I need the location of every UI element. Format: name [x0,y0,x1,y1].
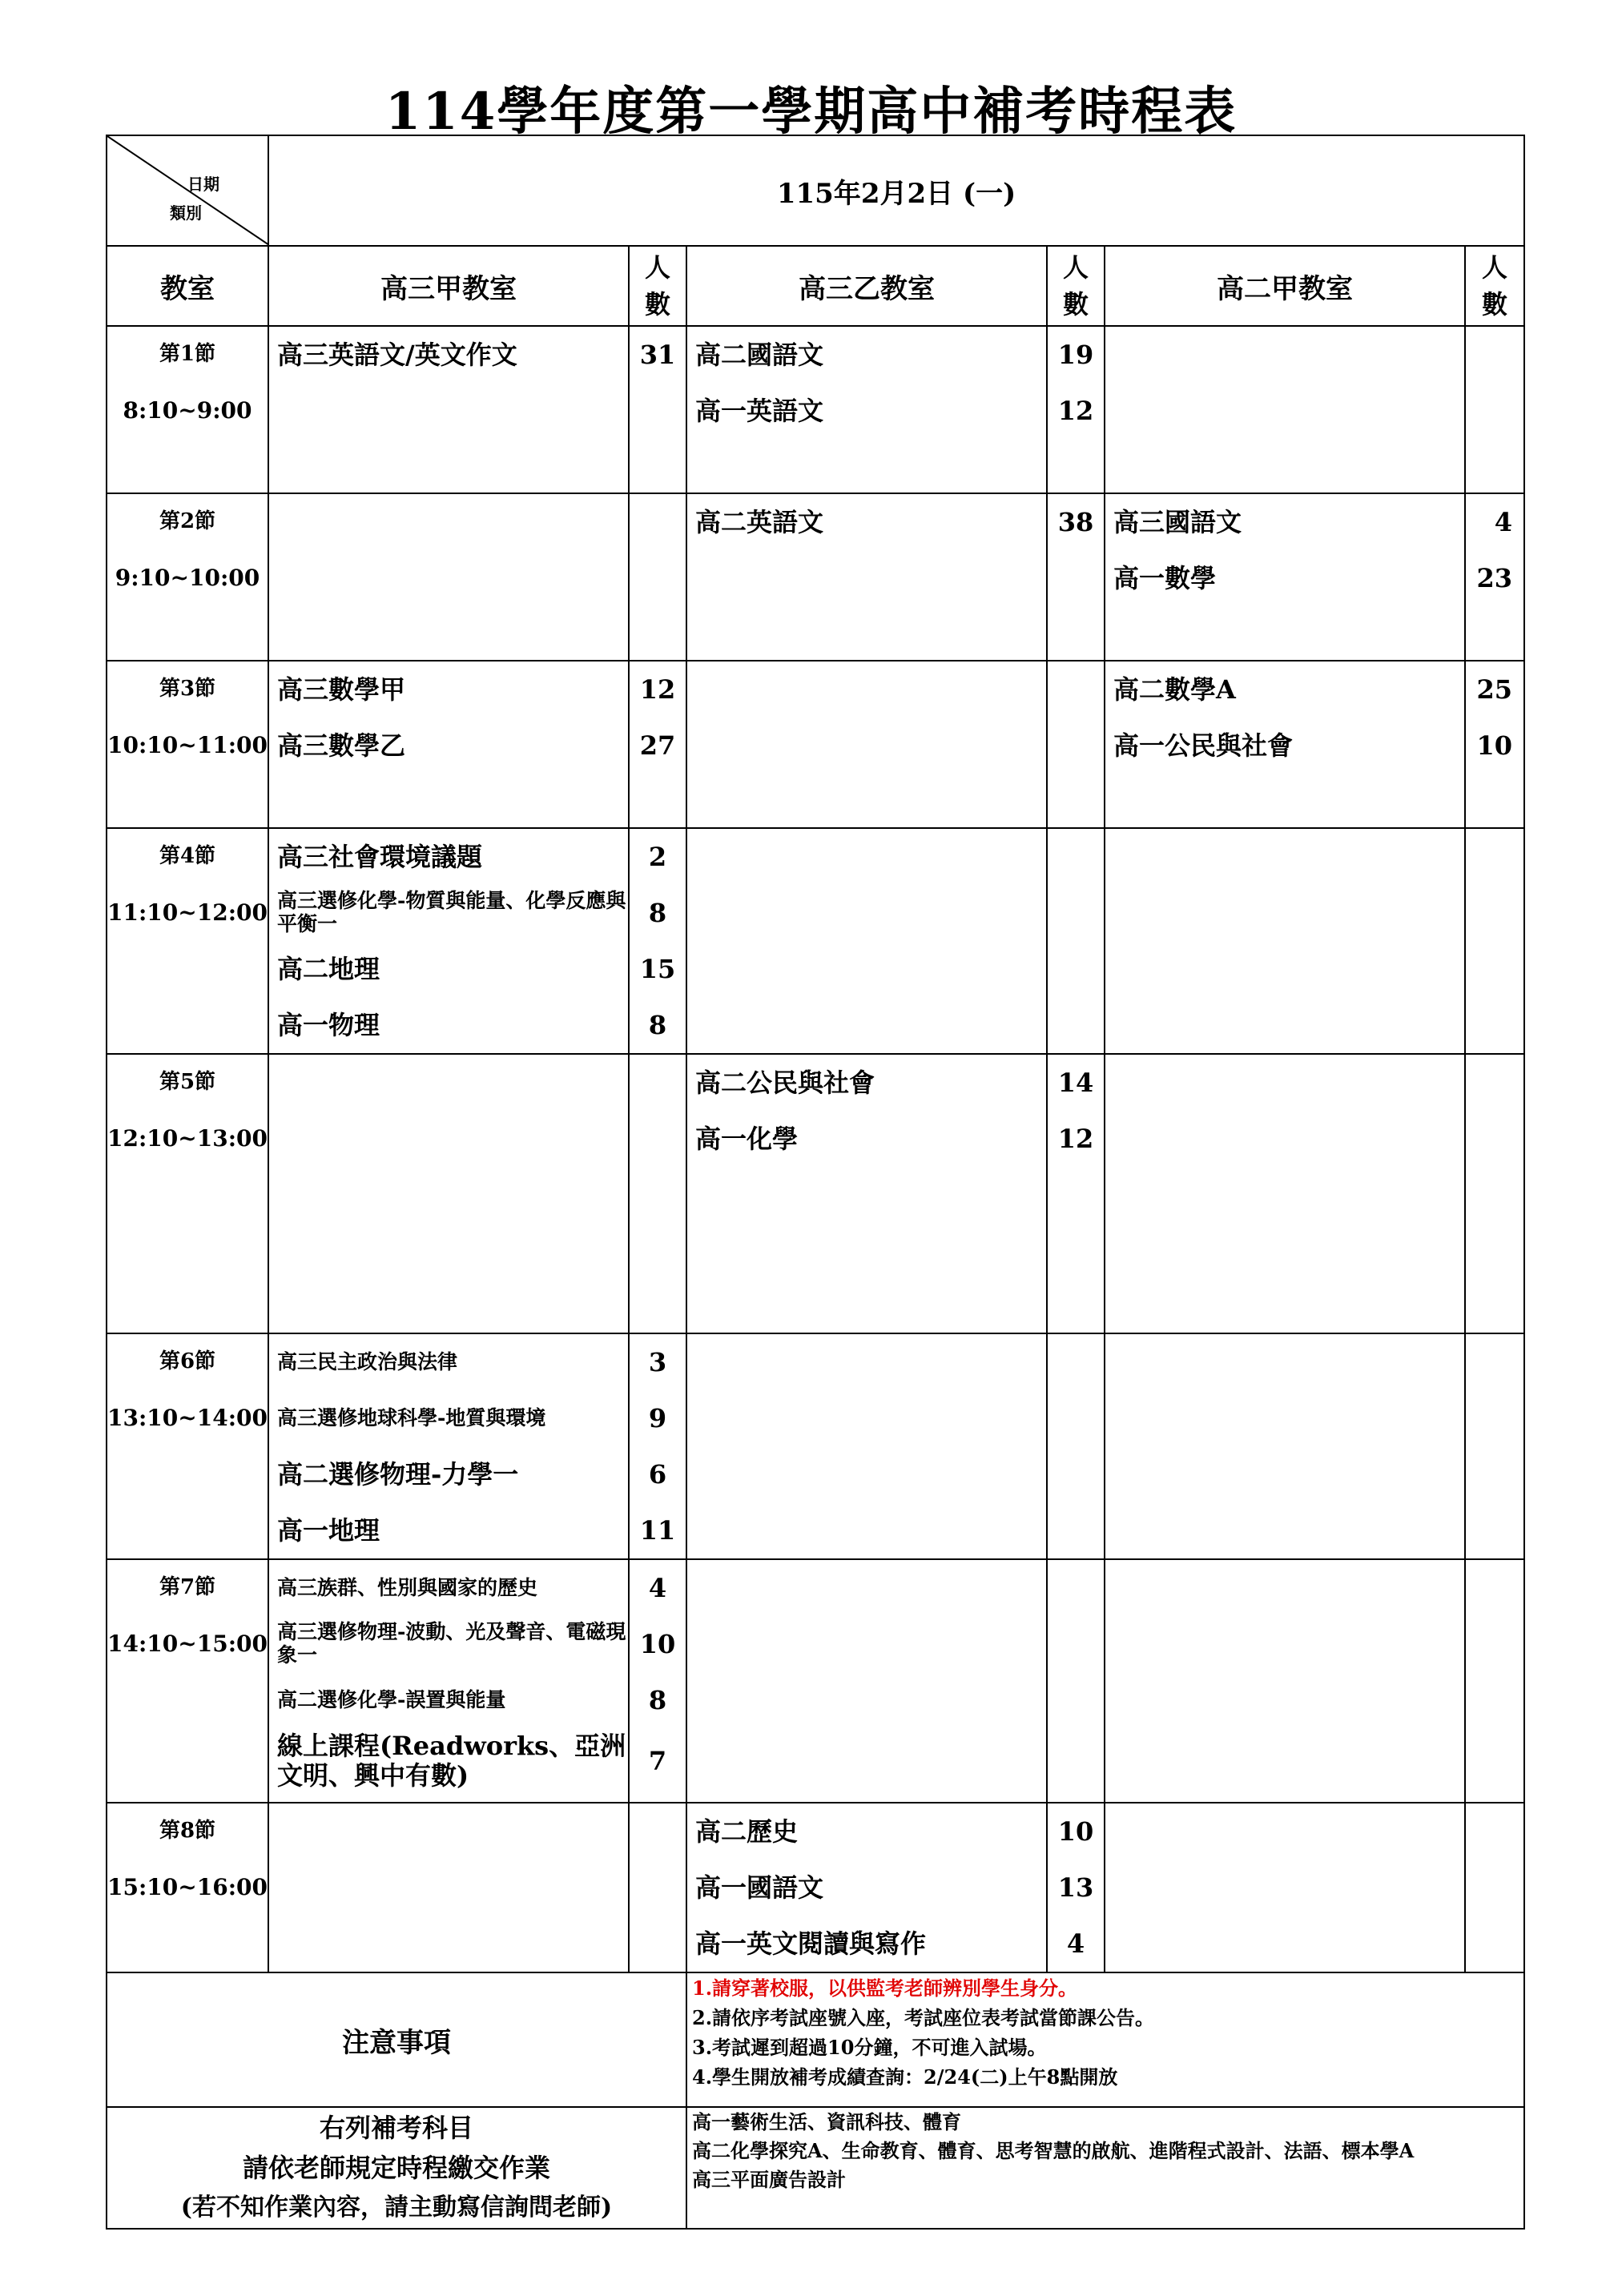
room-header-1: 高三甲教室 [268,246,629,326]
subject-name: 高二公民與社會 [695,1067,875,1098]
count-cell [629,1333,686,1559]
subject-cell [268,493,629,661]
subject-name: 高二選修物理-力學一 [277,1458,519,1490]
count-cell [629,1054,686,1333]
subject-cell [686,1333,1047,1559]
subject-cell [686,1054,1047,1333]
count-cell [1465,1054,1524,1333]
schedule-table [106,135,1525,2230]
notes-list [686,1972,1524,2107]
student-count: 12 [1057,1123,1094,1154]
count-cell [1465,1559,1524,1803]
student-count: 12 [1057,395,1094,426]
student-count: 27 [639,730,676,761]
student-count: 14 [1057,1067,1094,1098]
subject-name: 高三社會環境議題 [277,841,483,872]
count-cell [1047,1333,1105,1559]
period-row [107,661,1524,828]
period-cell [107,661,268,828]
period-name: 第2節 [159,509,216,534]
student-count: 8 [648,1684,667,1715]
count-cell [1047,1803,1105,1972]
period-name: 第6節 [159,1349,216,1374]
subject-cell [268,1803,629,1972]
count-cell [1047,1054,1105,1333]
subject-name: 高二英語文 [695,506,824,537]
subject-cell [268,1054,629,1333]
assignment-subjects-cell [686,2107,1524,2229]
count-cell [1465,661,1524,828]
period-row [107,1333,1524,1559]
subject-name: 高三選修地球科學-地質與環境 [277,1405,546,1429]
subject-cell [1105,661,1465,828]
student-count: 19 [1057,339,1094,370]
period-cell [107,1054,268,1333]
student-count: 2 [648,841,667,872]
student-count: 31 [639,339,676,370]
count-cell [1465,326,1524,493]
subject-name: 高一英文閱讀與寫作 [695,1928,927,1959]
period-name: 第7節 [159,1575,216,1600]
subject-name: 高二選修化學-誤置與能量 [277,1687,506,1711]
count-cell [629,828,686,1054]
subject-name: 高一地理 [277,1514,380,1546]
count-header-3: 人 數 [1465,246,1524,326]
page-title: 114學年度第一學期高中補考時程表 [384,82,1238,142]
period-time: 9:10~10:00 [115,564,260,591]
student-count: 15 [639,953,676,984]
subject-name: 線上課程(Readworks、亞洲文明、興中有數) [277,1731,626,1791]
period-name: 第5節 [159,1070,216,1095]
student-count: 4 [1066,1928,1085,1959]
period-cell [107,493,268,661]
assignment-instruction: 請依老師規定時程繳交作業 [242,2153,550,2183]
period-row [107,326,1524,493]
subject-name: 高三民主政治與法律 [277,1349,458,1373]
subject-cell [268,828,629,1054]
room-header-3: 高二甲教室 [1105,246,1465,326]
assignment-instruction: 右列補考科目 [319,2113,473,2143]
exam-date: 115年2月2日 (一) [268,135,1524,246]
period-name: 第8節 [159,1819,216,1844]
subject-cell [1105,1559,1465,1803]
room-column-header: 教室 [107,246,268,326]
subject-name: 高二歷史 [695,1815,799,1847]
period-time: 15:10~16:00 [107,1873,268,1900]
period-time: 10:10~11:00 [107,731,268,758]
room-header-2: 高三乙教室 [686,246,1047,326]
subject-name: 高三英語文/英文作文 [277,339,517,370]
count-cell [629,326,686,493]
student-count: 25 [1476,674,1513,705]
period-time: 13:10~14:00 [107,1404,268,1431]
count-cell [1047,661,1105,828]
student-count: 9 [648,1402,667,1433]
count-cell [1047,326,1105,493]
subject-name: 高一化學 [695,1123,799,1154]
subject-name: 高二地理 [277,953,380,984]
assignment-subjects: 高一藝術生活、資訊科技、體育 [692,2110,961,2133]
count-cell [1047,1559,1105,1803]
corner-category-label: 類別 [170,203,202,223]
subject-cell [1105,1803,1465,1972]
student-count: 11 [639,1514,676,1546]
count-cell [1465,1333,1524,1559]
count-cell [629,493,686,661]
subject-cell [268,1333,629,1559]
period-time: 8:10~9:00 [123,396,252,424]
period-row [107,828,1524,1054]
subject-cell [686,1559,1047,1803]
count-header-2: 人 數 [1047,246,1105,326]
student-count: 13 [1057,1872,1094,1903]
period-cell [107,1559,268,1803]
period-time: 14:10~15:00 [107,1630,268,1657]
period-row [107,1559,1524,1803]
corner-cell [107,135,268,246]
assignment-subjects: 高三平面廣告設計 [692,2168,846,2191]
notes-title: 注意事項 [107,1972,686,2107]
subject-cell [686,1803,1047,1972]
assignment-instructions-cell [107,2107,686,2229]
student-count: 12 [639,674,676,705]
count-cell [629,1559,686,1803]
count-cell [1465,1803,1524,1972]
count-cell [1047,828,1105,1054]
student-count: 4 [648,1572,667,1603]
student-count: 38 [1057,506,1094,537]
subject-cell [268,1559,629,1803]
subject-cell [1105,1054,1465,1333]
student-count: 8 [648,1009,667,1040]
student-count: 6 [648,1458,667,1490]
count-header-1: 人 數 [629,246,686,326]
subject-cell [1105,326,1465,493]
subject-cell [268,326,629,493]
subject-name: 高二數學A [1113,674,1236,705]
period-row [107,493,1524,661]
subject-cell [686,828,1047,1054]
student-count: 10 [639,1628,676,1659]
corner-date-label: 日期 [187,175,219,194]
subject-name: 高一國語文 [695,1872,824,1903]
period-row [107,1803,1524,1972]
assignment-instruction: (若不知作業內容，請主動寫信詢問老師) [180,2193,613,2222]
student-count: 10 [1057,1815,1094,1847]
note-item: 3.考試遲到超過10分鐘，不可進入試場。 [692,2036,1047,2059]
subject-name: 高三國語文 [1113,506,1242,537]
subject-cell [1105,493,1465,661]
count-cell [1047,493,1105,661]
subject-name: 高一英語文 [695,395,824,426]
period-name: 第3節 [159,677,216,702]
subject-cell [1105,828,1465,1054]
student-count: 8 [648,897,667,928]
subject-cell [686,326,1047,493]
subject-name: 高三數學甲 [277,674,406,705]
subject-cell [1105,1333,1465,1559]
subject-cell [686,493,1047,661]
period-time: 11:10~12:00 [107,899,268,926]
subject-name: 高三數學乙 [277,730,406,761]
student-count: 3 [648,1346,667,1377]
period-row [107,1054,1524,1333]
note-item: 4.學生開放補考成績查詢：2/24(二)上午8點開放 [692,2065,1118,2089]
note-item: 1.請穿著校服，以供監考老師辨別學生身分。 [692,1976,1078,2000]
subject-cell [686,661,1047,828]
student-count: 10 [1476,730,1513,761]
assignment-subjects: 高二化學探究A、生命教育、體育、思考智慧的啟航、進階程式設計、法語、標本學A [692,2139,1415,2162]
count-cell [629,1803,686,1972]
student-count: 23 [1476,562,1513,593]
note-item: 2.請依序考試座號入座，考試座位表考試當節課公告。 [692,2006,1155,2029]
student-count: 7 [648,1745,667,1776]
period-cell [107,1333,268,1559]
period-cell [107,1803,268,1972]
period-cell [107,326,268,493]
period-cell [107,828,268,1054]
subject-name: 高一物理 [277,1009,380,1040]
subject-name: 高三族群、性別與國家的歷史 [277,1575,538,1599]
count-cell [629,661,686,828]
subject-name: 高二國語文 [695,339,824,370]
subject-name: 高一數學 [1113,562,1217,593]
count-cell [1465,828,1524,1054]
subject-name: 高一公民與社會 [1113,730,1294,761]
count-cell [1465,493,1524,661]
student-count: 4 [1494,506,1513,537]
period-name: 第4節 [159,844,216,869]
period-name: 第1節 [159,342,216,367]
subject-name: 高三選修化學-物質與能量、化學反應與平衡一 [277,889,626,935]
period-time: 12:10~13:00 [107,1124,268,1152]
subject-cell [268,661,629,828]
subject-name: 高三選修物理-波動、光及聲音、電磁現象一 [277,1620,626,1667]
